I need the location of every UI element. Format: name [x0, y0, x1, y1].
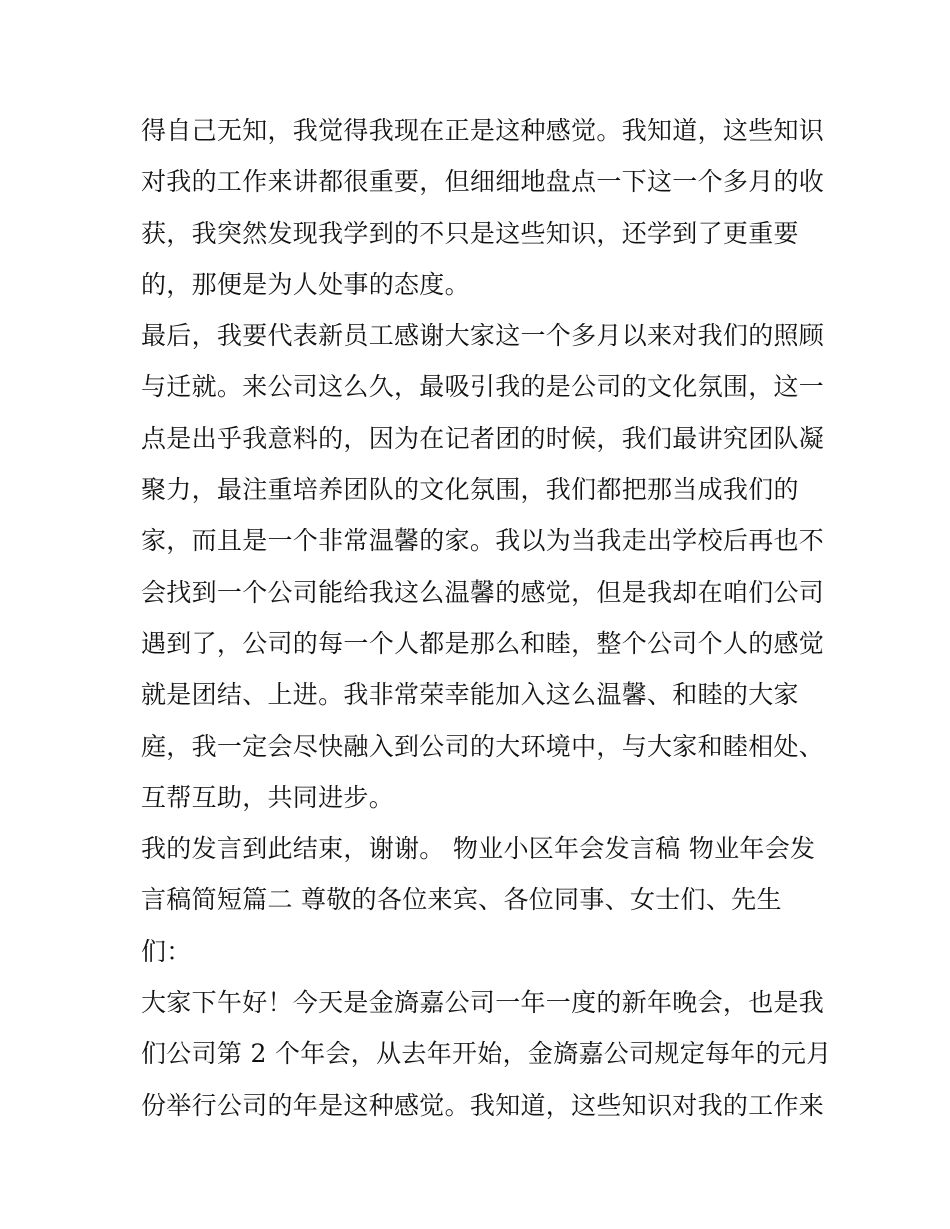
document-body — [141, 105, 841, 1131]
text-line: 点是出乎我意料的，因为在记者团的时候，我们最讲究团队凝 — [141, 423, 825, 453]
text-line: 份举行公司的年是这种感觉。我知道，这些知识对我的工作来 — [141, 1090, 825, 1120]
text-line: 言稿简短篇二 尊敬的各位来宾、各位同事、女士们、先生 — [141, 885, 782, 915]
text-line: 就是团结、上进。我非常荣幸能加入这么温馨、和睦的大家 — [141, 680, 799, 710]
text-line: 大家下午好！今天是金旖嘉公司一年一度的新年晚会，也是我 — [141, 988, 825, 1018]
text-line: 庭，我一定会尽快融入到公司的大环境中，与大家和睦相处、 — [141, 731, 825, 761]
text-line: 得自己无知，我觉得我现在正是这种感觉。我知道，这些知识 — [141, 116, 825, 145]
text-line: 互帮互助，共同进步。 — [141, 782, 395, 812]
text-line: 对我的工作来讲都很重要，但细细地盘点一下这一个多月的收 — [141, 167, 825, 197]
text-line: 获，我突然发现我学到的不只是这些知识，还学到了更重要 — [141, 218, 799, 248]
text-line: 与迁就。来公司这么久，最吸引我的是公司的文化氛围，这一 — [141, 372, 825, 402]
text-line: 我的发言到此结束，谢谢。 物业小区年会发言稿 物业年会发 — [141, 834, 816, 864]
text-line: 遇到了，公司的每一个人都是那么和睦，整个公司个人的感觉 — [141, 628, 825, 658]
text-line: 们公司第 2 个年会，从去年开始，金旖嘉公司规定每年的元月 — [141, 1039, 832, 1069]
text-line: 家，而且是一个非常温馨的家。我以为当我走出学校后再也不 — [141, 526, 825, 556]
text-line: 最后，我要代表新员工感谢大家这一个多月以来对我们的照顾 — [141, 321, 825, 351]
text-line: 们： — [141, 936, 192, 966]
text-line: 聚力，最注重培养团队的文化氛围，我们都把那当成我们的 — [141, 475, 799, 505]
text-line: 会找到一个公司能给我这么温馨的感觉，但是我却在咱们公司 — [141, 577, 825, 607]
text-line: 的，那便是为人处事的态度。 — [141, 269, 470, 299]
